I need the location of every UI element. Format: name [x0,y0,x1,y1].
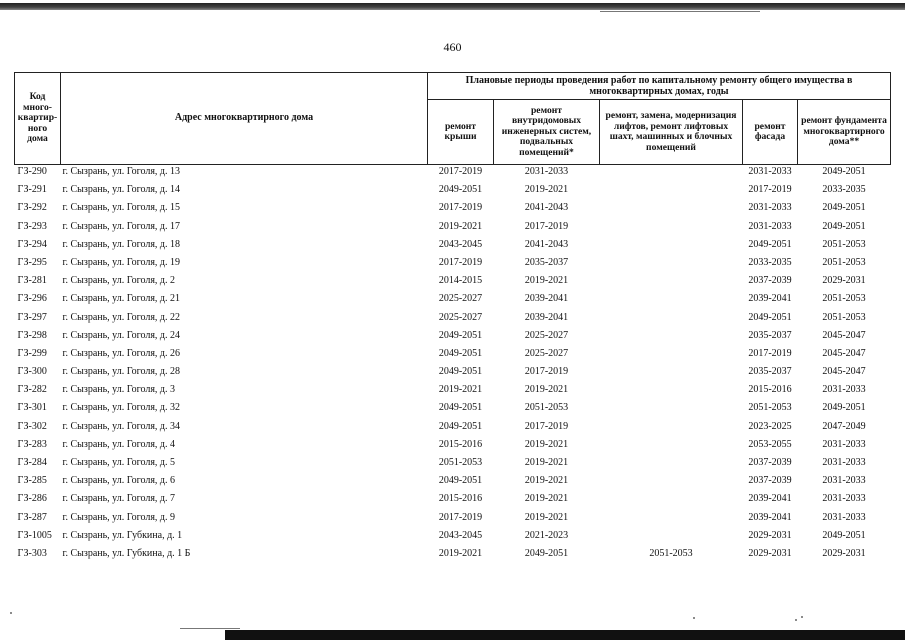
cell-facade: 2049-2051 [748,311,792,323]
cell-facade: 2053-2055 [748,438,792,450]
cell-code: ГЗ-285 [17,475,47,487]
cell-roof: 2017-2019 [438,166,483,177]
cell-lifts [600,311,743,329]
cell-code: ГЗ-1005 [17,529,52,541]
cell-code: ГЗ-299 [17,347,47,359]
table-row [15,383,891,401]
cell-foundation: 2031-2033 [822,457,866,468]
cell-code: ГЗ-301 [17,402,47,414]
cell-code: ГЗ-303 [17,547,47,559]
table-row [15,401,891,419]
cell-systems: 2019-2021 [524,384,569,396]
scan-speck [801,616,803,618]
cell-roof: 2019-2021 [438,384,483,396]
cell-foundation: 2031-2033 [822,511,866,523]
cell-foundation: 2045-2047 [822,347,866,359]
cell-address: г. Сызрань, ул. Гоголя, д. 13 [62,166,181,177]
header-systems: ремонт внутридомовых инженерных систем, подвальных помещений* [494,100,600,165]
cell-lifts [600,256,743,274]
cell-systems: 2019-2021 [524,457,569,468]
cell-systems: 2041-2043 [524,238,569,250]
cell-systems: 2019-2021 [524,511,569,523]
cell-lifts [600,492,743,510]
cell-roof: 2019-2021 [438,547,483,559]
cell-systems: 2017-2019 [524,420,569,432]
cell-address: г. Сызрань, ул. Гоголя, д. 4 [62,438,176,450]
cell-facade: 2037-2039 [748,475,792,487]
cell-lifts [600,201,743,219]
cell-lifts [600,183,743,201]
capital-repair-schedule-table [14,72,891,565]
cell-roof: 2049-2051 [438,347,483,359]
cell-foundation: 2049-2051 [822,166,866,177]
cell-code: ГЗ-291 [17,184,47,196]
cell-lifts [600,511,743,529]
cell-roof: 2049-2051 [438,402,483,414]
cell-roof: 2043-2045 [438,238,483,250]
table-row [15,438,891,456]
cell-facade: 2031-2033 [748,202,792,214]
cell-facade: 2029-2031 [748,529,792,541]
cell-address: г. Сызрань, ул. Гоголя, д. 24 [62,329,181,341]
cell-roof: 2049-2051 [438,329,483,341]
cell-facade: 2037-2039 [748,457,792,468]
cell-facade: 2017-2019 [748,347,792,359]
cell-roof: 2051-2053 [438,457,483,468]
cell-address: г. Сызрань, ул. Гоголя, д. 3 [62,384,176,396]
cell-systems: 2035-2037 [524,256,569,268]
cell-lifts [600,365,743,383]
cell-foundation: 2045-2047 [822,329,866,341]
cell-address: г. Сызрань, ул. Гоголя, д. 2 [62,275,176,287]
cell-lifts: 2051-2053 [649,547,693,559]
cell-code: ГЗ-292 [17,202,47,214]
cell-systems: 2049-2051 [524,547,569,559]
cell-address: г. Сызрань, ул. Гоголя, д. 34 [62,420,181,432]
cell-facade: 2031-2033 [748,166,792,177]
table-row [15,347,891,365]
cell-roof: 2017-2019 [438,256,483,268]
cell-lifts [600,456,743,474]
cell-foundation: 2049-2051 [822,529,866,541]
cell-lifts [600,165,743,184]
cell-address: г. Сызрань, ул. Гоголя, д. 17 [62,220,181,232]
cell-systems: 2017-2019 [524,220,569,232]
table-row [15,165,891,184]
cell-systems: 2051-2053 [524,402,569,414]
scan-speck [693,617,695,619]
cell-address: г. Сызрань, ул. Гоголя, д. 15 [62,202,181,214]
cell-systems: 2041-2043 [524,202,569,214]
cell-foundation: 2049-2051 [822,402,866,414]
cell-foundation: 2031-2033 [822,493,866,505]
cell-foundation: 2049-2051 [822,202,866,214]
cell-roof: 2049-2051 [438,184,483,196]
header-planned-periods: Плановые периоды проведения работ по капитальному ремонту общего имущества в многоквартирных домах, годы [428,73,891,100]
cell-code: ГЗ-298 [17,329,47,341]
cell-facade: 2015-2016 [748,384,792,396]
cell-foundation: 2051-2053 [822,293,866,305]
table-row [15,420,891,438]
cell-foundation: 2047-2049 [822,420,866,432]
header-foundation: ремонт фундамента многоквартирного дома** [798,100,891,165]
cell-lifts [600,329,743,347]
table-row [15,238,891,256]
cell-lifts [600,220,743,238]
scan-line-top [600,11,760,12]
cell-foundation: 2051-2053 [822,256,866,268]
table-row [15,311,891,329]
cell-roof: 2025-2027 [438,311,483,323]
cell-roof: 2017-2019 [438,511,483,523]
cell-facade: 2035-2037 [748,366,792,378]
cell-foundation: 2029-2031 [822,275,866,287]
cell-address: г. Сызрань, ул. Гоголя, д. 32 [62,402,181,414]
cell-lifts [600,474,743,492]
cell-code: ГЗ-282 [17,384,47,396]
cell-foundation: 2051-2053 [822,238,866,250]
cell-address: г. Сызрань, ул. Гоголя, д. 28 [62,366,181,378]
cell-facade: 2051-2053 [748,402,792,414]
scan-speck [795,619,797,621]
cell-code: ГЗ-300 [17,366,47,378]
cell-foundation: 2031-2033 [822,384,866,396]
cell-code: ГЗ-283 [17,438,47,450]
cell-roof: 2043-2045 [438,529,483,541]
table-row [15,329,891,347]
cell-systems: 2039-2041 [524,293,569,305]
cell-facade: 2035-2037 [748,329,792,341]
cell-address: г. Сызрань, ул. Гоголя, д. 6 [62,475,176,487]
cell-roof: 2017-2019 [438,202,483,214]
cell-code: ГЗ-297 [17,311,47,323]
cell-code: ГЗ-290 [17,166,47,177]
cell-code: ГЗ-281 [17,275,47,287]
header-roof: ремонт крыши [428,100,494,165]
cell-facade: 2031-2033 [748,220,792,232]
cell-code: ГЗ-295 [17,256,47,268]
cell-address: г. Сызрань, ул. Гоголя, д. 5 [62,457,176,468]
cell-systems: 2019-2021 [524,493,569,505]
table-row [15,547,891,565]
cell-address: г. Сызрань, ул. Гоголя, д. 9 [62,511,176,523]
header-address: Адрес многоквартирного дома [61,73,428,165]
cell-address: г. Сызрань, ул. Гоголя, д. 21 [62,293,181,305]
cell-code: ГЗ-287 [17,511,47,523]
cell-address: г. Сызрань, ул. Гоголя, д. 14 [62,184,181,196]
cell-address: г. Сызрань, ул. Губкина, д. 1 Б [62,547,191,559]
cell-lifts [600,529,743,547]
cell-address: г. Сызрань, ул. Губкина, д. 1 [62,529,183,541]
cell-code: ГЗ-293 [17,220,47,232]
table-row [15,183,891,201]
scan-line-bottom [180,628,240,629]
cell-address: г. Сызрань, ул. Гоголя, д. 18 [62,238,181,250]
cell-roof: 2049-2051 [438,366,483,378]
cell-lifts [600,238,743,256]
cell-roof: 2049-2051 [438,420,483,432]
cell-systems: 2025-2027 [524,329,569,341]
table-row [15,365,891,383]
cell-lifts [600,438,743,456]
cell-roof: 2025-2027 [438,293,483,305]
scan-edge-top [0,3,905,10]
cell-lifts [600,347,743,365]
header-lifts: ремонт, замена, модернизация лифтов, ремонт лифтовых шахт, машинных и блочных помещений [600,100,743,165]
cell-roof: 2014-2015 [438,275,483,287]
cell-facade: 2033-2035 [748,256,792,268]
cell-facade: 2039-2041 [748,293,792,305]
cell-roof: 2015-2016 [438,493,483,505]
cell-facade: 2049-2051 [748,238,792,250]
cell-foundation: 2045-2047 [822,366,866,378]
table-row [15,256,891,274]
table-row [15,220,891,238]
table-row [15,529,891,547]
cell-address: г. Сызрань, ул. Гоголя, д. 7 [62,493,176,505]
cell-systems: 2021-2023 [524,529,569,541]
cell-code: ГЗ-302 [17,420,47,432]
scan-speck [10,612,12,614]
cell-foundation: 2051-2053 [822,311,866,323]
table-row [15,456,891,474]
header-facade: ремонт фасада [743,100,798,165]
cell-foundation: 2033-2035 [822,184,866,196]
cell-code: ГЗ-296 [17,293,47,305]
cell-lifts [600,292,743,310]
scan-edge-bottom [225,630,905,640]
cell-foundation: 2029-2031 [822,547,866,559]
cell-systems: 2025-2027 [524,347,569,359]
header-code: Код много-квартир-ного дома [15,73,61,165]
cell-systems: 2019-2021 [524,475,569,487]
table-row [15,474,891,492]
cell-address: г. Сызрань, ул. Гоголя, д. 19 [62,256,181,268]
cell-systems: 2031-2033 [524,166,569,177]
cell-code: ГЗ-284 [17,457,47,468]
cell-facade: 2039-2041 [748,511,792,523]
cell-foundation: 2031-2033 [822,475,866,487]
cell-roof: 2015-2016 [438,438,483,450]
page-number: 460 [443,40,462,54]
cell-code: ГЗ-294 [17,238,47,250]
cell-facade: 2017-2019 [748,184,792,196]
cell-address: г. Сызрань, ул. Гоголя, д. 26 [62,347,181,359]
cell-facade: 2037-2039 [748,275,792,287]
table-row [15,492,891,510]
cell-lifts [600,274,743,292]
cell-lifts [600,383,743,401]
cell-address: г. Сызрань, ул. Гоголя, д. 22 [62,311,181,323]
cell-systems: 2017-2019 [524,366,569,378]
cell-facade: 2029-2031 [748,547,792,559]
cell-facade: 2023-2025 [748,420,792,432]
cell-lifts [600,420,743,438]
table-row [15,511,891,529]
cell-code: ГЗ-286 [17,493,47,505]
cell-lifts [600,401,743,419]
cell-facade: 2039-2041 [748,493,792,505]
cell-systems: 2019-2021 [524,438,569,450]
cell-systems: 2019-2021 [524,184,569,196]
cell-foundation: 2049-2051 [822,220,866,232]
cell-roof: 2019-2021 [438,220,483,232]
cell-roof: 2049-2051 [438,475,483,487]
table-row [15,274,891,292]
table-row [15,292,891,310]
cell-systems: 2019-2021 [524,275,569,287]
table-row [15,201,891,219]
cell-systems: 2039-2041 [524,311,569,323]
cell-foundation: 2031-2033 [822,438,866,450]
